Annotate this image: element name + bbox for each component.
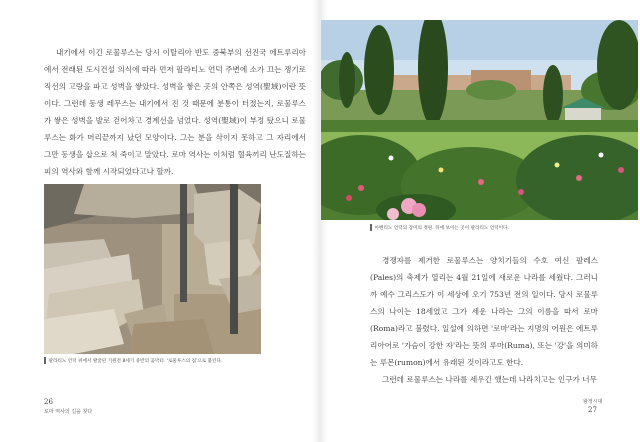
right-body-paragraph: 그런데 로물루스는 나라를 세우긴 했는데 나라치고는 인구가 너무 — [382, 375, 597, 384]
right-caption-text: 아벤티노 언덕의 장미의 정원. 뒤에 보이는 곳이 팔라티노 언덕이다. — [374, 225, 510, 231]
right-running-title: 왕정시대 — [583, 399, 603, 405]
caption-marker — [44, 357, 46, 364]
right-photo-caption — [370, 224, 509, 231]
right-body-text — [370, 252, 598, 388]
palatine-hut-ruins-photo — [44, 184, 261, 354]
left-page-number: 26 — [44, 398, 53, 406]
rose-garden-photo — [321, 20, 638, 220]
left-running-title: 로마 역사의 길을 찾다 — [44, 409, 93, 415]
left-caption-text: 팔라티노 언덕 위에서 발굴된 기원전 8세기 중반의 움막터. '로물루스의 집'으로 불린다. — [48, 358, 223, 364]
right-body-paragraph: 경쟁자를 제거한 로물루스는 양치기들의 수호 여신 팔레스(Pales)의 축제가 열리는 4월 21일에 새로운 나라를 세웠다. 그러니까 예수 그리스도가 이 세상에 오기 753년 전의 일이다. 당시 로물루스의 나이는 18세였고 그가 세운 나라는 그의 이름을 따서 로마(Roma)라고 불렸다. 일설에 의하면 '로마'라는 지명의 어원은 에트루리아어로 '가슴이 강한 자'라는 뜻의 루마(Ruma), 또는 '강'을 의미하는 루몬(rumon)에서 유래된 것이라고도 한다. — [370, 256, 598, 367]
caption-marker — [370, 224, 372, 231]
left-body-paragraph: 내기에서 이긴 로물루스는 당시 이탈리아 반도 중북부의 선진국 에트루리아에서 전래된 도시건설 의식에 따라 먼저 팔라티노 언덕 주변에 소가 끄는 쟁기로 직선의 고랑을 파고 성벽을 쌓았다. 성벽을 쌓은 곳의 안쪽은 성역(聖域)이란 뜻이다. 그런데 동생 레무스는 내기에서 진 것 때문에 분통이 터졌는지, 로물루스가 쌓은 성벽을 발로 걷어차고 경계선을 넘었다. 성역(聖域)이 부정 탔으니 로물루스는 화가 머리끝까지 났던 모양이다. 그는 분을 삭이지 못하고 그 자리에서 그만 동생을 삽으로 쳐 죽이고 말았다. 로마 역사는 이처럼 혈육끼리 난도질하는 피의 역사와 함께 시작되었다고나 할까. — [44, 48, 306, 176]
right-page-number: 27 — [588, 406, 597, 414]
left-photo-caption — [44, 357, 222, 364]
